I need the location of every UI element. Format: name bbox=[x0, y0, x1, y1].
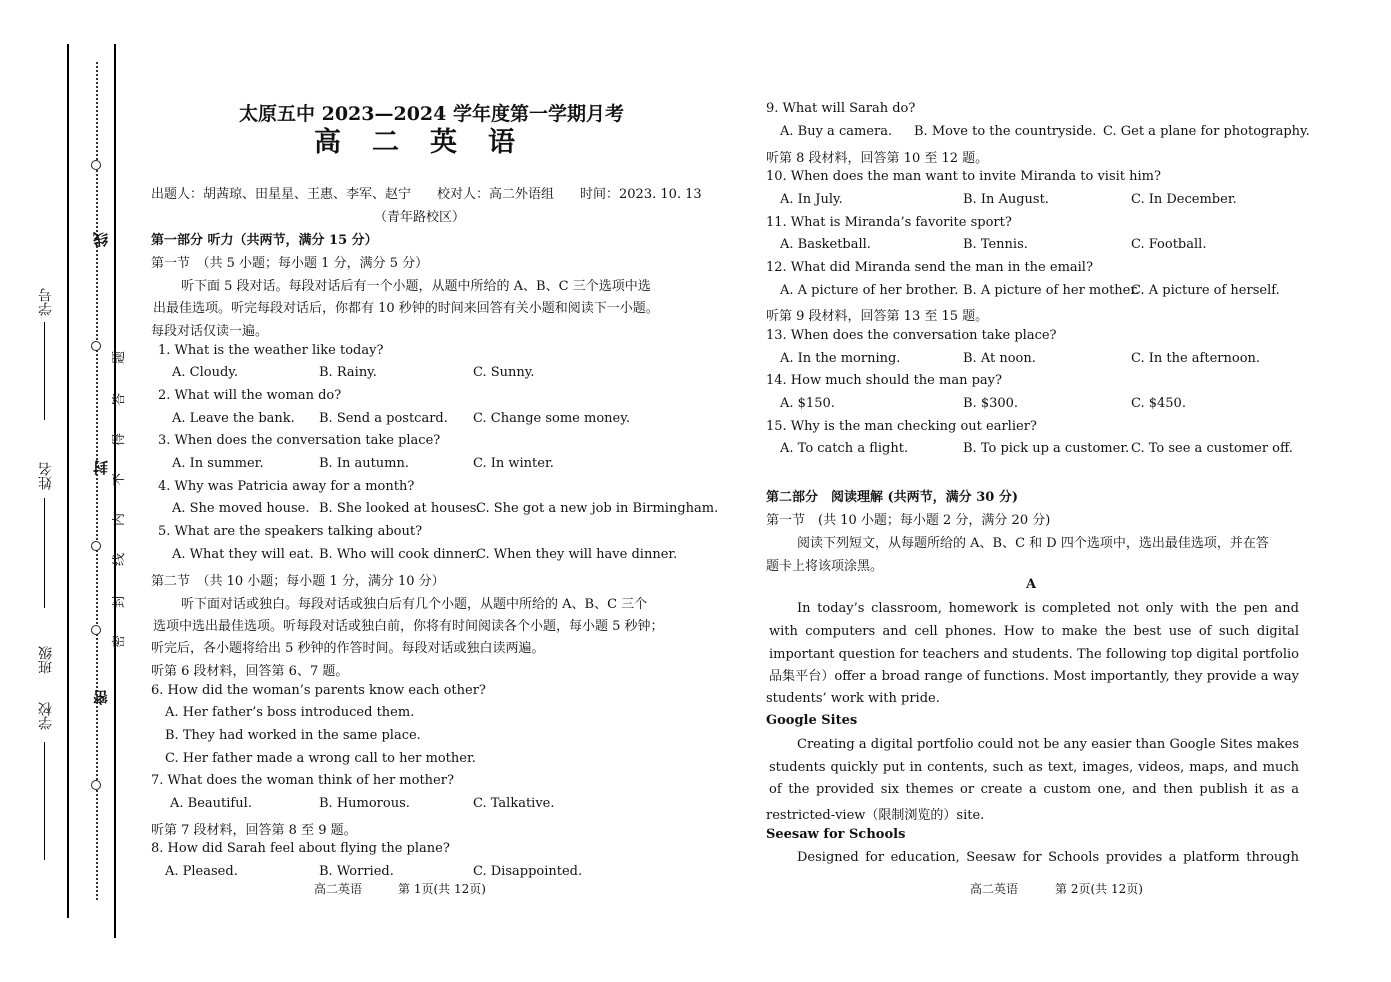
question-2: 2. What will the woman do? bbox=[158, 388, 342, 403]
seal-mi: 密 bbox=[92, 690, 110, 705]
material-8: 听第 8 段材料，回答第 10 至 12 题。 bbox=[766, 151, 989, 166]
warning-char: 不 bbox=[112, 472, 128, 487]
section2-instruction: 听完后，各小题将给出 5 秒钟的作答时间。每段对话或独白读两遍。 bbox=[151, 641, 545, 656]
option: C. In December. bbox=[1131, 192, 1237, 207]
option: C. Get a plane for photography. bbox=[1103, 124, 1310, 139]
part1-title: 第一部分 听力（共两节，满分 15 分） bbox=[151, 233, 378, 248]
question-9: 9. What will Sarah do? bbox=[766, 101, 916, 116]
exam-title: 太原五中 2023—2024 学年度第一学期月考 bbox=[239, 103, 624, 125]
option: B. Tennis. bbox=[963, 237, 1028, 252]
option: A. Beautiful. bbox=[170, 796, 252, 811]
seal-xian: 线 bbox=[92, 232, 110, 247]
section1-title: 第一节 （共 5 小题；每小题 1 分，满分 5 分） bbox=[151, 256, 429, 271]
option: A. Pleased. bbox=[165, 864, 238, 879]
option: B. To pick up a customer. bbox=[963, 441, 1130, 456]
margin-hole bbox=[91, 341, 101, 351]
material-7: 听第 7 段材料，回答第 8 至 9 题。 bbox=[151, 823, 357, 838]
question-6: 6. How did the woman’s parents know each other? bbox=[151, 683, 486, 698]
warning-char: 得 bbox=[112, 432, 128, 447]
option: A. Basketball. bbox=[780, 237, 871, 252]
option: C. In winter. bbox=[473, 456, 554, 471]
option: A. $150. bbox=[780, 396, 835, 411]
margin-hole bbox=[91, 625, 101, 635]
part2-title: 第二部分 阅读理解 (共两节，满分 30 分) bbox=[766, 490, 1018, 505]
section2-instruction: 选项中选出最佳选项。听每段对话或独白前，你将有时间阅读各个小题，每小题 5 秒钟； bbox=[153, 619, 664, 634]
section1-instruction: 出最佳选项。听完每段对话后，你都有 10 秒钟的时间来回答有关小题和阅读下一小题。 bbox=[153, 301, 659, 316]
section2-instruction: 听下面对话或独白。每段对话或独白后有几个小题，从题中所给的 A、B、C 三个 bbox=[181, 597, 648, 612]
number-label: 学号 bbox=[38, 288, 54, 316]
google-line: Creating a digital portfolio could not be any easier than Google Sites makes bbox=[797, 737, 1299, 752]
option: C. $450. bbox=[1131, 396, 1186, 411]
margin-dotted-line bbox=[96, 62, 98, 900]
option: C. Change some money. bbox=[473, 411, 630, 426]
passage-a-line: with computers and cell phones. How to make the best use of such digital bbox=[769, 624, 1299, 639]
seal-feng: 封 bbox=[92, 460, 110, 475]
option: B. She looked at houses. bbox=[319, 501, 481, 516]
question-5: 5. What are the speakers talking about? bbox=[158, 524, 423, 539]
option: A. What they will eat. bbox=[172, 547, 314, 562]
part2-instruction: 阅读下列短文，从每题所给的 A、B、C 和 D 四个选项中，选出最佳选项，并在答 bbox=[797, 536, 1269, 551]
seesaw-line: Designed for education, Seesaw for Schools provides a platform through bbox=[797, 850, 1299, 865]
option: A. Buy a camera. bbox=[780, 124, 893, 139]
heading-seesaw: Seesaw for Schools bbox=[766, 827, 906, 842]
google-line: students quickly put in contents, such as text, images, videos, maps, and much bbox=[769, 760, 1299, 775]
passage-label: A bbox=[1026, 577, 1037, 592]
option: A. She moved house. bbox=[172, 501, 310, 516]
option: C. Her father made a wrong call to her mother. bbox=[165, 751, 476, 766]
option: C. Sunny. bbox=[473, 365, 535, 380]
passage-a-line: In today’s classroom, homework is completed not only with the pen and bbox=[797, 601, 1299, 616]
option: C. In the afternoon. bbox=[1131, 351, 1261, 366]
option: B. Humorous. bbox=[319, 796, 410, 811]
school-blank bbox=[44, 742, 45, 860]
question-3: 3. When does the conversation take place? bbox=[158, 433, 441, 448]
page1-footer-page: 第 1页(共 12页) bbox=[398, 882, 486, 896]
option: A. Cloudy. bbox=[172, 365, 239, 380]
section1-instruction: 每段对话仅读一遍。 bbox=[151, 324, 269, 339]
google-line: restricted-view（限制浏览的）site. bbox=[766, 808, 985, 823]
warning-char: 线 bbox=[112, 552, 128, 567]
passage-a-line: students’ work with pride. bbox=[766, 691, 940, 706]
margin-hole bbox=[91, 160, 101, 170]
warning-char: 答 bbox=[112, 392, 128, 407]
option: B. Send a postcard. bbox=[319, 411, 448, 426]
margin-hole bbox=[91, 780, 101, 790]
question-7: 7. What does the woman think of her mother? bbox=[151, 773, 454, 788]
warning-char: 内 bbox=[112, 512, 128, 527]
section2-title: 第二节 （共 10 小题；每小题 1 分，满分 10 分） bbox=[151, 574, 445, 589]
question-13: 13. When does the conversation take place? bbox=[766, 328, 1057, 343]
google-line: of the provided six themes or create a custom one, and then publish it as a bbox=[769, 782, 1299, 797]
heading-google-sites: Google Sites bbox=[766, 713, 858, 728]
option: B. $300. bbox=[963, 396, 1019, 411]
question-11: 11. What is Miranda’s favorite sport? bbox=[766, 215, 1012, 230]
option: B. They had worked in the same place. bbox=[165, 728, 421, 743]
school-label: 学校 bbox=[38, 702, 54, 730]
question-1: 1. What is the weather like today? bbox=[158, 343, 384, 358]
exam-subject: 高 二 英 语 bbox=[314, 127, 517, 158]
option: C. Disappointed. bbox=[473, 864, 583, 879]
page1-footer-subject: 高二英语 bbox=[314, 882, 363, 896]
question-12: 12. What did Miranda send the man in the email? bbox=[766, 260, 1093, 275]
option: B. A picture of her mother. bbox=[963, 283, 1140, 298]
option: B. Worried. bbox=[319, 864, 394, 879]
option: C. Football. bbox=[1131, 237, 1207, 252]
option: B. At noon. bbox=[963, 351, 1036, 366]
option: B. Move to the countryside. bbox=[914, 124, 1097, 139]
option: A. A picture of her brother. bbox=[780, 283, 959, 298]
name-label: 姓名 bbox=[38, 462, 54, 490]
option: C. She got a new job in Birmingham. bbox=[476, 501, 719, 516]
option: A. In summer. bbox=[172, 456, 264, 471]
margin-outer-line bbox=[67, 44, 69, 918]
class-label: 班级 bbox=[38, 646, 54, 674]
option: C. To see a customer off. bbox=[1131, 441, 1293, 456]
material-9: 听第 9 段材料，回答第 13 至 15 题。 bbox=[766, 309, 989, 324]
option: A. Leave the bank. bbox=[172, 411, 295, 426]
option: B. Who will cook dinner. bbox=[319, 547, 480, 562]
warning-char: 题 bbox=[112, 350, 128, 365]
warning-char: 密 bbox=[112, 634, 128, 649]
option: B. In autumn. bbox=[319, 456, 410, 471]
section1-instruction: 听下面 5 段对话。每段对话后有一个小题，从题中所给的 A、B、C 三个选项中选 bbox=[181, 279, 651, 294]
option: B. Rainy. bbox=[319, 365, 377, 380]
passage-a-line: 品集平台）offer a broad range of functions. Most importantly, they provide a way bbox=[769, 669, 1299, 684]
exam-campus: （青年路校区） bbox=[374, 210, 466, 225]
option: C. A picture of herself. bbox=[1131, 283, 1280, 298]
page2-footer-subject: 高二英语 bbox=[970, 882, 1019, 896]
number-blank bbox=[44, 322, 45, 420]
option: B. In August. bbox=[963, 192, 1049, 207]
name-blank bbox=[44, 498, 45, 608]
material-6: 听第 6 段材料，回答第 6、7 题。 bbox=[151, 664, 349, 679]
exam-authors: 出题人：胡茜琼、田星星、王惠、李军、赵宁 校对人：高二外语组 时间：2023. 10. 13 bbox=[151, 187, 702, 202]
option: A. To catch a flight. bbox=[780, 441, 909, 456]
question-15: 15. Why is the man checking out earlier? bbox=[766, 419, 1037, 434]
option: A. In the morning. bbox=[780, 351, 901, 366]
question-4: 4. Why was Patricia away for a month? bbox=[158, 479, 415, 494]
option: C. When they will have dinner. bbox=[476, 547, 678, 562]
page2-footer-page: 第 2页(共 12页) bbox=[1055, 882, 1143, 896]
question-10: 10. When does the man want to invite Miranda to visit him? bbox=[766, 169, 1161, 184]
part2-section1-title: 第一节 (共 10 小题；每小题 2 分，满分 20 分) bbox=[766, 513, 1051, 528]
option: A. In July. bbox=[780, 192, 843, 207]
part2-instruction: 题卡上将该项涂黑。 bbox=[766, 559, 884, 574]
passage-a-line: important question for teachers and students. The following top digital portfolio bbox=[769, 647, 1299, 662]
question-14: 14. How much should the man pay? bbox=[766, 373, 1002, 388]
option: C. Talkative. bbox=[473, 796, 555, 811]
question-8: 8. How did Sarah feel about flying the plane? bbox=[151, 841, 450, 856]
margin-hole bbox=[91, 541, 101, 551]
option: A. Her father’s boss introduced them. bbox=[165, 705, 415, 720]
margin-inner-line bbox=[114, 44, 116, 938]
warning-char: 封 bbox=[112, 594, 128, 609]
